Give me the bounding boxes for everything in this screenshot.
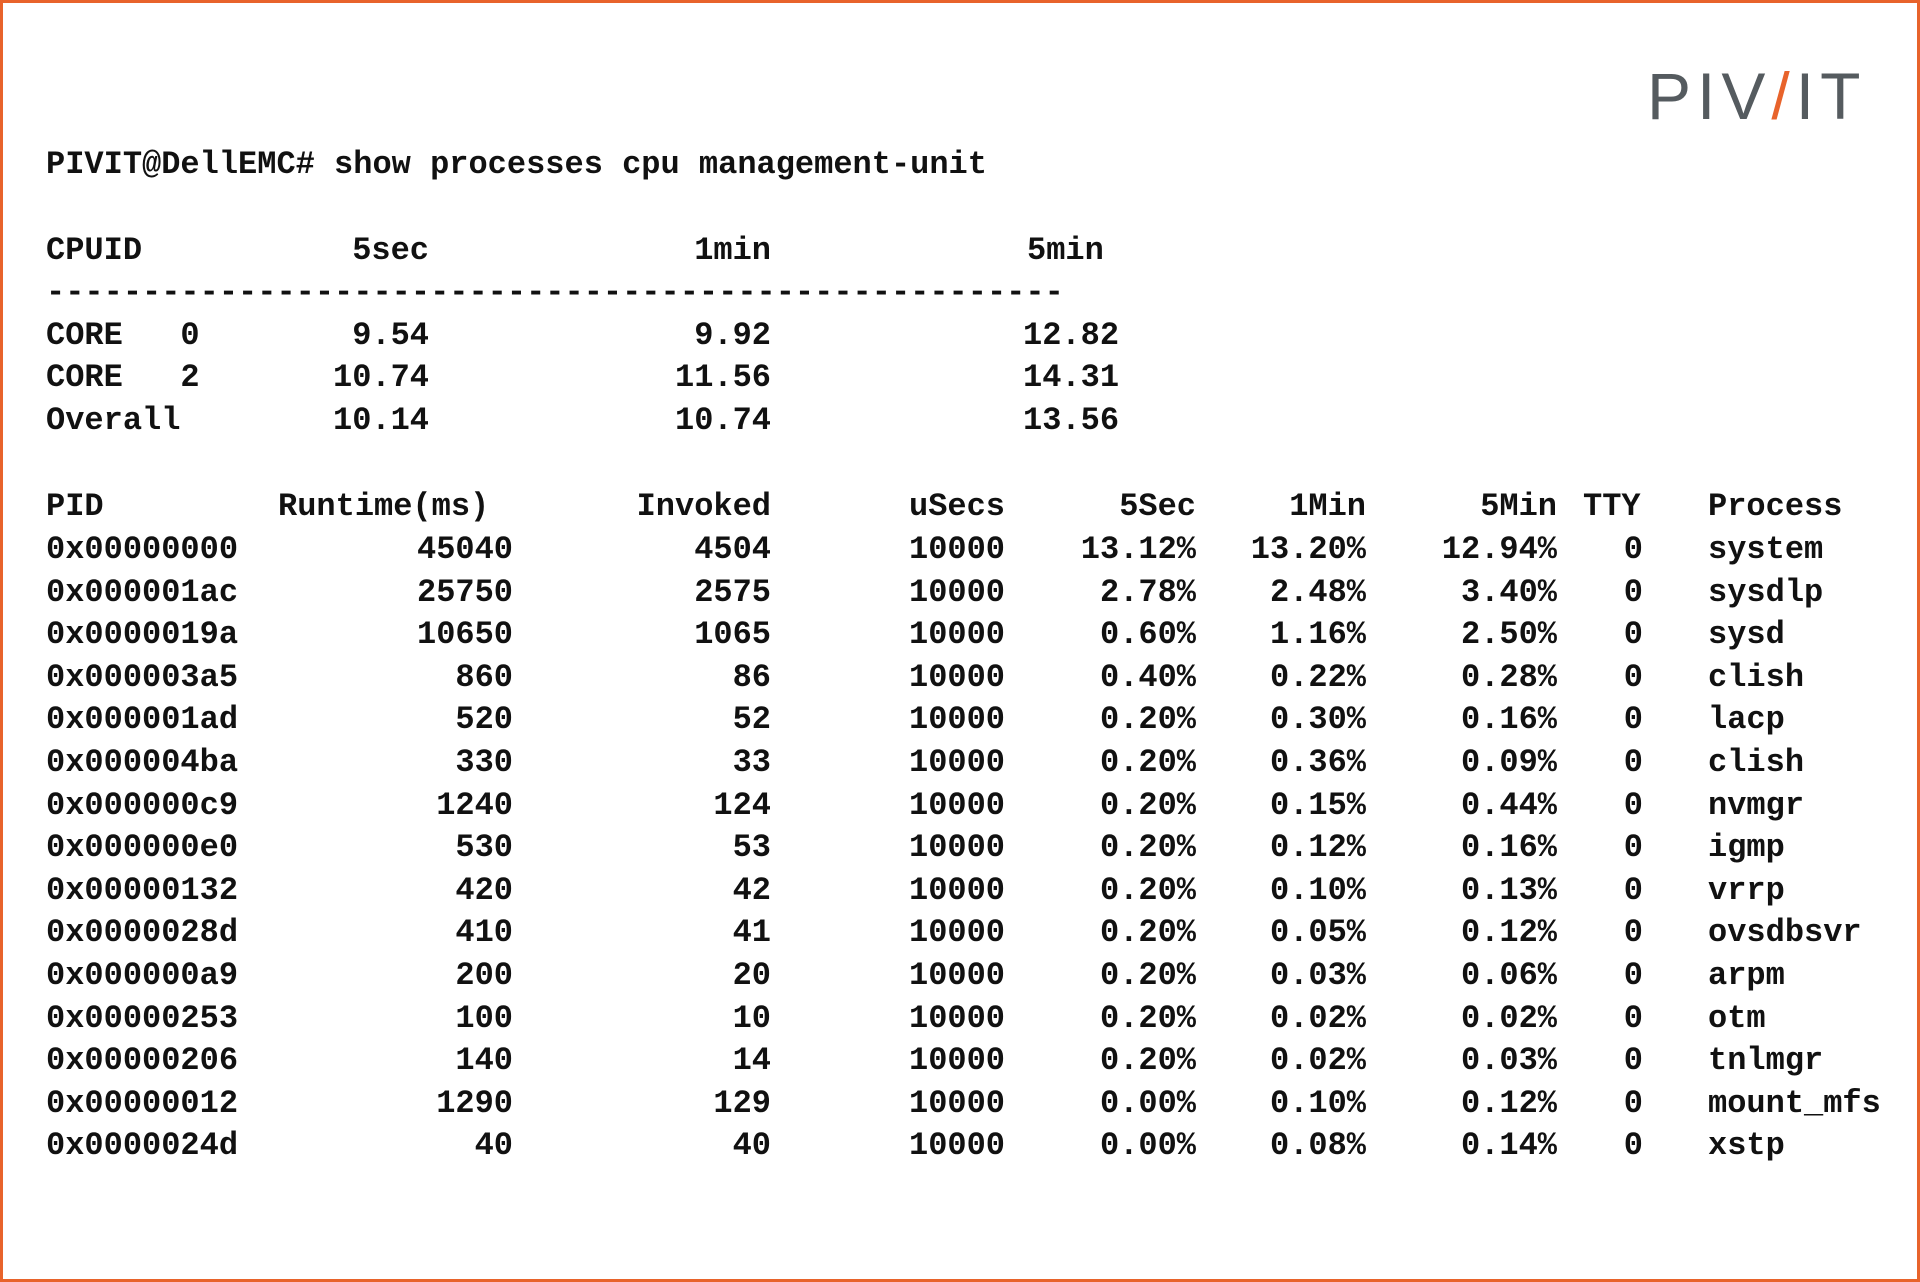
process-row-4-col-3: 10000	[908, 701, 1005, 738]
process-row-1-col-5: 2.48%	[1269, 574, 1366, 611]
process-row-5-col-2: 33	[732, 744, 771, 781]
process-row-3-col-8: clish	[1708, 659, 1805, 696]
process-row-2-col-2: 1065	[694, 616, 771, 653]
process-header-0: PID	[46, 488, 104, 525]
process-row-5-col-1: 330	[455, 744, 513, 781]
process-row-5-col-4: 0.20%	[1099, 744, 1196, 781]
process-row-14-col-3: 10000	[908, 1127, 1005, 1164]
process-row-0-col-3: 10000	[908, 531, 1005, 568]
process-row-0-col-7: 0	[1623, 531, 1643, 568]
process-row-2-col-0: 0x0000019a	[46, 616, 239, 653]
process-row-7-col-8: igmp	[1708, 829, 1785, 866]
process-row-6-col-1: 1240	[436, 787, 513, 824]
process-row-3-col-7: 0	[1623, 659, 1643, 696]
process-row-11-col-0: 0x00000253	[46, 1000, 239, 1037]
cpu-row-1-col-3: 14.31	[1023, 359, 1120, 396]
process-row-3-col-6: 0.28%	[1460, 659, 1557, 696]
process-row-4-col-6: 0.16%	[1460, 701, 1557, 738]
process-row-6-col-4: 0.20%	[1099, 787, 1196, 824]
cpu-row-0-col-2: 9.92	[694, 317, 771, 354]
process-row-10-col-8: arpm	[1708, 957, 1785, 994]
process-row-0-col-0: 0x00000000	[46, 531, 239, 568]
process-row-8-col-1: 420	[455, 872, 513, 909]
process-row-2-col-1: 10650	[416, 616, 513, 653]
process-row-13-col-5: 0.10%	[1269, 1085, 1366, 1122]
process-row-8-col-5: 0.10%	[1269, 872, 1366, 909]
process-row-2-col-5: 1.16%	[1269, 616, 1366, 653]
process-row-4-col-2: 52	[732, 701, 771, 738]
process-row-2-col-4: 0.60%	[1099, 616, 1196, 653]
process-row-3-col-4: 0.40%	[1099, 659, 1196, 696]
cpu-row-0-col-3: 12.82	[1023, 317, 1120, 354]
process-row-6-col-8: nvmgr	[1708, 787, 1805, 824]
process-row-6-col-5: 0.15%	[1269, 787, 1366, 824]
cpu-header-2: 1min	[694, 232, 771, 269]
process-row-2-col-3: 10000	[908, 616, 1005, 653]
process-row-0-col-2: 4504	[694, 531, 771, 568]
cpu-row-1-col-2: 11.56	[674, 359, 771, 396]
process-row-10-col-4: 0.20%	[1099, 957, 1196, 994]
process-row-10-col-3: 10000	[908, 957, 1005, 994]
process-row-5-col-3: 10000	[908, 744, 1005, 781]
process-row-6-col-0: 0x000000c9	[46, 787, 239, 824]
process-row-11-col-5: 0.02%	[1269, 1000, 1366, 1037]
cpu-header-0: CPUID	[46, 232, 143, 269]
process-row-8-col-7: 0	[1623, 872, 1643, 909]
process-row-12-col-1: 140	[455, 1042, 513, 1079]
process-row-0-col-8: system	[1708, 531, 1824, 568]
process-row-7-col-4: 0.20%	[1099, 829, 1196, 866]
process-row-11-col-6: 0.02%	[1460, 1000, 1557, 1037]
process-row-14-col-4: 0.00%	[1099, 1127, 1196, 1164]
process-header-2: Invoked	[636, 488, 771, 525]
process-row-1-col-6: 3.40%	[1460, 574, 1557, 611]
process-row-8-col-2: 42	[732, 872, 771, 909]
process-row-5-col-8: clish	[1708, 744, 1805, 781]
process-row-13-col-2: 129	[713, 1085, 771, 1122]
process-row-12-col-2: 14	[732, 1042, 771, 1079]
cpu-row-2-col-1: 10.14	[332, 402, 429, 439]
process-row-9-col-1: 410	[455, 914, 513, 951]
logo-text-pre: PIV	[1647, 59, 1772, 133]
process-row-14-col-7: 0	[1623, 1127, 1643, 1164]
process-row-8-col-8: vrrp	[1708, 872, 1785, 909]
process-row-9-col-5: 0.05%	[1269, 914, 1366, 951]
process-row-1-col-0: 0x000001ac	[46, 574, 239, 611]
process-row-13-col-0: 0x00000012	[46, 1085, 239, 1122]
process-row-7-col-5: 0.12%	[1269, 829, 1366, 866]
process-row-11-col-1: 100	[455, 1000, 513, 1037]
process-header-1: Runtime(ms)	[278, 488, 490, 525]
process-row-10-col-7: 0	[1623, 957, 1643, 994]
process-row-0-col-5: 13.20%	[1250, 531, 1366, 568]
process-row-4-col-8: lacp	[1708, 701, 1785, 738]
process-header-5: 1Min	[1289, 488, 1366, 525]
process-row-10-col-2: 20	[732, 957, 771, 994]
process-row-14-col-2: 40	[732, 1127, 771, 1164]
process-row-1-col-2: 2575	[694, 574, 771, 611]
process-row-1-col-7: 0	[1623, 574, 1643, 611]
pivit-logo	[1647, 59, 1867, 133]
cpu-row-2-col-2: 10.74	[674, 402, 771, 439]
cpu-row-0-col-1: 9.54	[352, 317, 429, 354]
process-row-7-col-1: 530	[455, 829, 513, 866]
process-row-7-col-0: 0x000000e0	[46, 829, 239, 866]
process-row-1-col-3: 10000	[908, 574, 1005, 611]
process-row-9-col-0: 0x0000028d	[46, 914, 239, 951]
process-row-8-col-6: 0.13%	[1460, 872, 1557, 909]
cpu-row-1-col-0: CORE 2	[46, 359, 200, 396]
process-row-5-col-7: 0	[1623, 744, 1643, 781]
process-row-8-col-3: 10000	[908, 872, 1005, 909]
process-row-3-col-1: 860	[455, 659, 513, 696]
process-row-4-col-1: 520	[455, 701, 513, 738]
process-row-1-col-8: sysdlp	[1708, 574, 1824, 611]
process-row-0-col-6: 12.94%	[1441, 531, 1557, 568]
process-header-7: TTY	[1583, 488, 1641, 525]
process-row-13-col-1: 1290	[436, 1085, 513, 1122]
process-row-9-col-2: 41	[732, 914, 771, 951]
process-row-14-col-0: 0x0000024d	[46, 1127, 239, 1164]
process-row-12-col-4: 0.20%	[1099, 1042, 1196, 1079]
logo-accent: /	[1771, 59, 1796, 133]
process-row-11-col-7: 0	[1623, 1000, 1643, 1037]
process-header-6: 5Min	[1480, 488, 1557, 525]
cpu-row-0-col-0: CORE 0	[46, 317, 200, 354]
process-row-2-col-7: 0	[1623, 616, 1643, 653]
process-row-9-col-8: ovsdbsvr	[1708, 914, 1862, 951]
process-row-5-col-0: 0x000004ba	[46, 744, 239, 781]
process-row-12-col-7: 0	[1623, 1042, 1643, 1079]
process-row-2-col-6: 2.50%	[1460, 616, 1557, 653]
process-row-8-col-0: 0x00000132	[46, 872, 239, 909]
process-row-7-col-7: 0	[1623, 829, 1643, 866]
logo-text-post: IT	[1795, 59, 1867, 133]
process-row-7-col-6: 0.16%	[1460, 829, 1557, 866]
process-row-8-col-4: 0.20%	[1099, 872, 1196, 909]
process-row-10-col-6: 0.06%	[1460, 957, 1557, 994]
cli-command: PIVIT@DellEMC# show processes cpu management-unit	[46, 146, 987, 183]
process-row-11-col-3: 10000	[908, 1000, 1005, 1037]
cpu-row-2-col-0: Overall	[46, 402, 181, 439]
process-row-9-col-6: 0.12%	[1460, 914, 1557, 951]
process-row-13-col-8: mount_mfs	[1708, 1085, 1881, 1122]
process-row-6-col-2: 124	[713, 787, 771, 824]
process-row-9-col-7: 0	[1623, 914, 1643, 951]
process-row-4-col-7: 0	[1623, 701, 1643, 738]
cpu-row-2-col-3: 13.56	[1023, 402, 1120, 439]
process-row-10-col-1: 200	[455, 957, 513, 994]
process-row-4-col-5: 0.30%	[1269, 701, 1366, 738]
process-row-12-col-0: 0x00000206	[46, 1042, 239, 1079]
process-row-0-col-4: 13.12%	[1080, 531, 1196, 568]
process-row-7-col-2: 53	[732, 829, 771, 866]
process-row-3-col-5: 0.22%	[1269, 659, 1366, 696]
process-row-10-col-0: 0x000000a9	[46, 957, 239, 994]
cpu-row-1-col-1: 10.74	[332, 359, 429, 396]
process-row-12-col-3: 10000	[908, 1042, 1005, 1079]
process-row-11-col-2: 10	[732, 1000, 771, 1037]
cpu-table-separator: -----------------------------------------------------	[46, 274, 1064, 311]
process-row-14-col-6: 0.14%	[1460, 1127, 1557, 1164]
process-row-11-col-8: otm	[1708, 1000, 1766, 1037]
process-row-13-col-4: 0.00%	[1099, 1085, 1196, 1122]
process-row-9-col-3: 10000	[908, 914, 1005, 951]
process-header-8: Process	[1708, 488, 1843, 525]
process-row-13-col-3: 10000	[908, 1085, 1005, 1122]
process-row-4-col-4: 0.20%	[1099, 701, 1196, 738]
process-row-3-col-2: 86	[732, 659, 771, 696]
process-row-6-col-6: 0.44%	[1460, 787, 1557, 824]
process-row-1-col-4: 2.78%	[1099, 574, 1196, 611]
process-row-5-col-5: 0.36%	[1269, 744, 1366, 781]
process-row-4-col-0: 0x000001ad	[46, 701, 239, 738]
cpu-header-3: 5min	[1027, 232, 1104, 269]
process-header-3: uSecs	[908, 488, 1005, 525]
process-row-12-col-6: 0.03%	[1460, 1042, 1557, 1079]
process-row-13-col-7: 0	[1623, 1085, 1643, 1122]
process-row-12-col-5: 0.02%	[1269, 1042, 1366, 1079]
process-header-4: 5Sec	[1119, 488, 1196, 525]
process-row-10-col-5: 0.03%	[1269, 957, 1366, 994]
process-row-14-col-1: 40	[474, 1127, 513, 1164]
process-row-11-col-4: 0.20%	[1099, 1000, 1196, 1037]
process-row-13-col-6: 0.12%	[1460, 1085, 1557, 1122]
process-row-5-col-6: 0.09%	[1460, 744, 1557, 781]
process-row-14-col-8: xstp	[1708, 1127, 1785, 1164]
process-row-1-col-1: 25750	[416, 574, 513, 611]
cpu-header-1: 5sec	[352, 232, 429, 269]
process-row-14-col-5: 0.08%	[1269, 1127, 1366, 1164]
process-row-3-col-3: 10000	[908, 659, 1005, 696]
process-row-7-col-3: 10000	[908, 829, 1005, 866]
process-row-0-col-1: 45040	[416, 531, 513, 568]
process-row-9-col-4: 0.20%	[1099, 914, 1196, 951]
process-row-3-col-0: 0x000003a5	[46, 659, 239, 696]
process-row-12-col-8: tnlmgr	[1708, 1042, 1824, 1079]
process-row-6-col-7: 0	[1623, 787, 1643, 824]
process-row-6-col-3: 10000	[908, 787, 1005, 824]
process-row-2-col-8: sysd	[1708, 616, 1785, 653]
